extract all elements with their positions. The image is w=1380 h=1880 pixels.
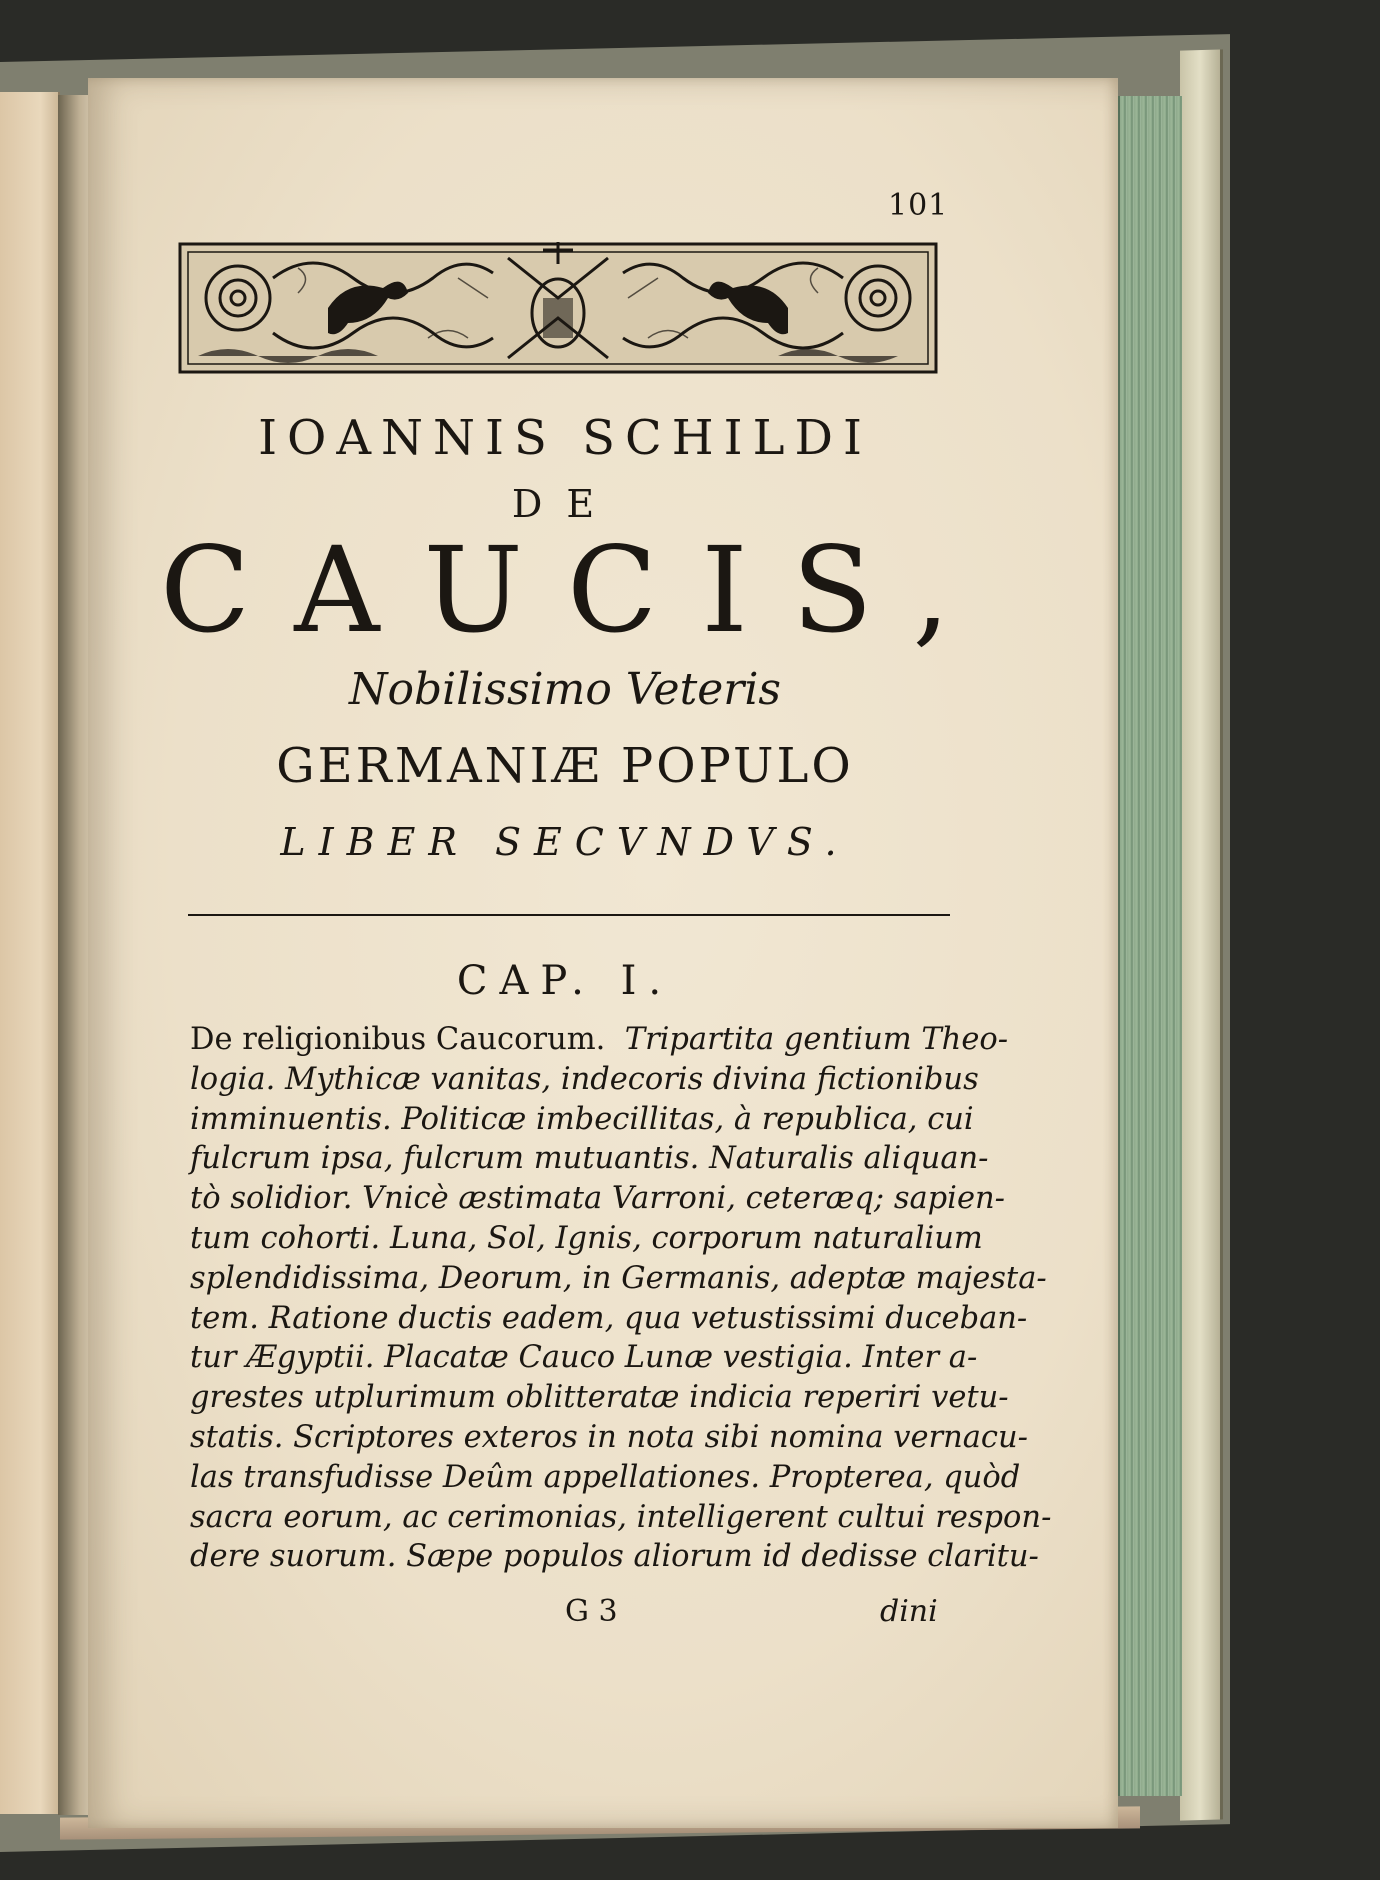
main-title: CAUCIS, xyxy=(160,521,994,659)
horizontal-rule xyxy=(188,914,950,916)
left-page-edge xyxy=(0,92,60,1814)
summary-line: tur Ægyptii. Placatæ Cauco Lunæ vestigia. Inter a- xyxy=(190,1340,978,1376)
catchword: dini xyxy=(880,1594,938,1629)
woodcut-headpiece-ornament xyxy=(178,238,938,378)
summary-line: las transfudisse Deûm appellationes. Propterea, quòd xyxy=(190,1459,1021,1495)
page-number: 101 xyxy=(888,188,949,223)
title-preposition: DE xyxy=(511,482,619,526)
chapter-heading: CAP. I. xyxy=(456,958,674,1004)
summary-line: dere suorum. Sæpe populos aliorum id dedisse claritu- xyxy=(190,1539,1039,1575)
summary-line: tum cohorti. Luna, Sol, Ignis, corporum naturalium xyxy=(190,1220,983,1256)
summary-line: grestes utplurimum oblitteratæ indicia reperiri vetu- xyxy=(190,1380,1009,1416)
subtitle-line-1: Nobilissimo Veteris xyxy=(349,664,781,715)
summary-line: imminuentis. Politicæ imbecillitas, à republica, cui xyxy=(190,1101,974,1137)
author-name: IOANNIS SCHILDI xyxy=(258,410,872,466)
cover-edge xyxy=(1180,49,1223,1820)
summary-line: logia. Mythicæ vanitas, indecoris divina fictionibus xyxy=(190,1061,979,1097)
fore-edge xyxy=(1118,96,1182,1796)
subtitle-line-2: GERMANIÆ POPULO xyxy=(276,738,854,794)
summary-lead: De religionibus Caucorum. xyxy=(190,1022,606,1057)
summary-line: statis. Scriptores exteros in nota sibi nomina vernacu- xyxy=(190,1419,1028,1455)
book-label: LIBER SECVNDVS. xyxy=(280,820,850,864)
summary-line: sacra eorum, ac cerimonias, intelligerent cultui respon- xyxy=(190,1499,1052,1535)
summary-line: De religionibus Caucorum. Tripartita gentium Theo- xyxy=(190,1022,1009,1057)
summary-line: tò solidior. Vnicè æstimata Varroni, ceteræq; sapien- xyxy=(190,1181,1005,1217)
summary-line: splendidissima, Deorum, in Germanis, adeptæ majesta- xyxy=(190,1260,1047,1296)
summary-line: fulcrum ipsa, fulcrum mutuantis. Naturalis aliquan- xyxy=(190,1141,989,1177)
summary-line: tem. Ratione ductis eadem, qua vetustissimi duceban- xyxy=(190,1300,1028,1336)
signature-mark: G 3 xyxy=(565,1594,618,1629)
chapter-summary xyxy=(190,1020,1052,1577)
